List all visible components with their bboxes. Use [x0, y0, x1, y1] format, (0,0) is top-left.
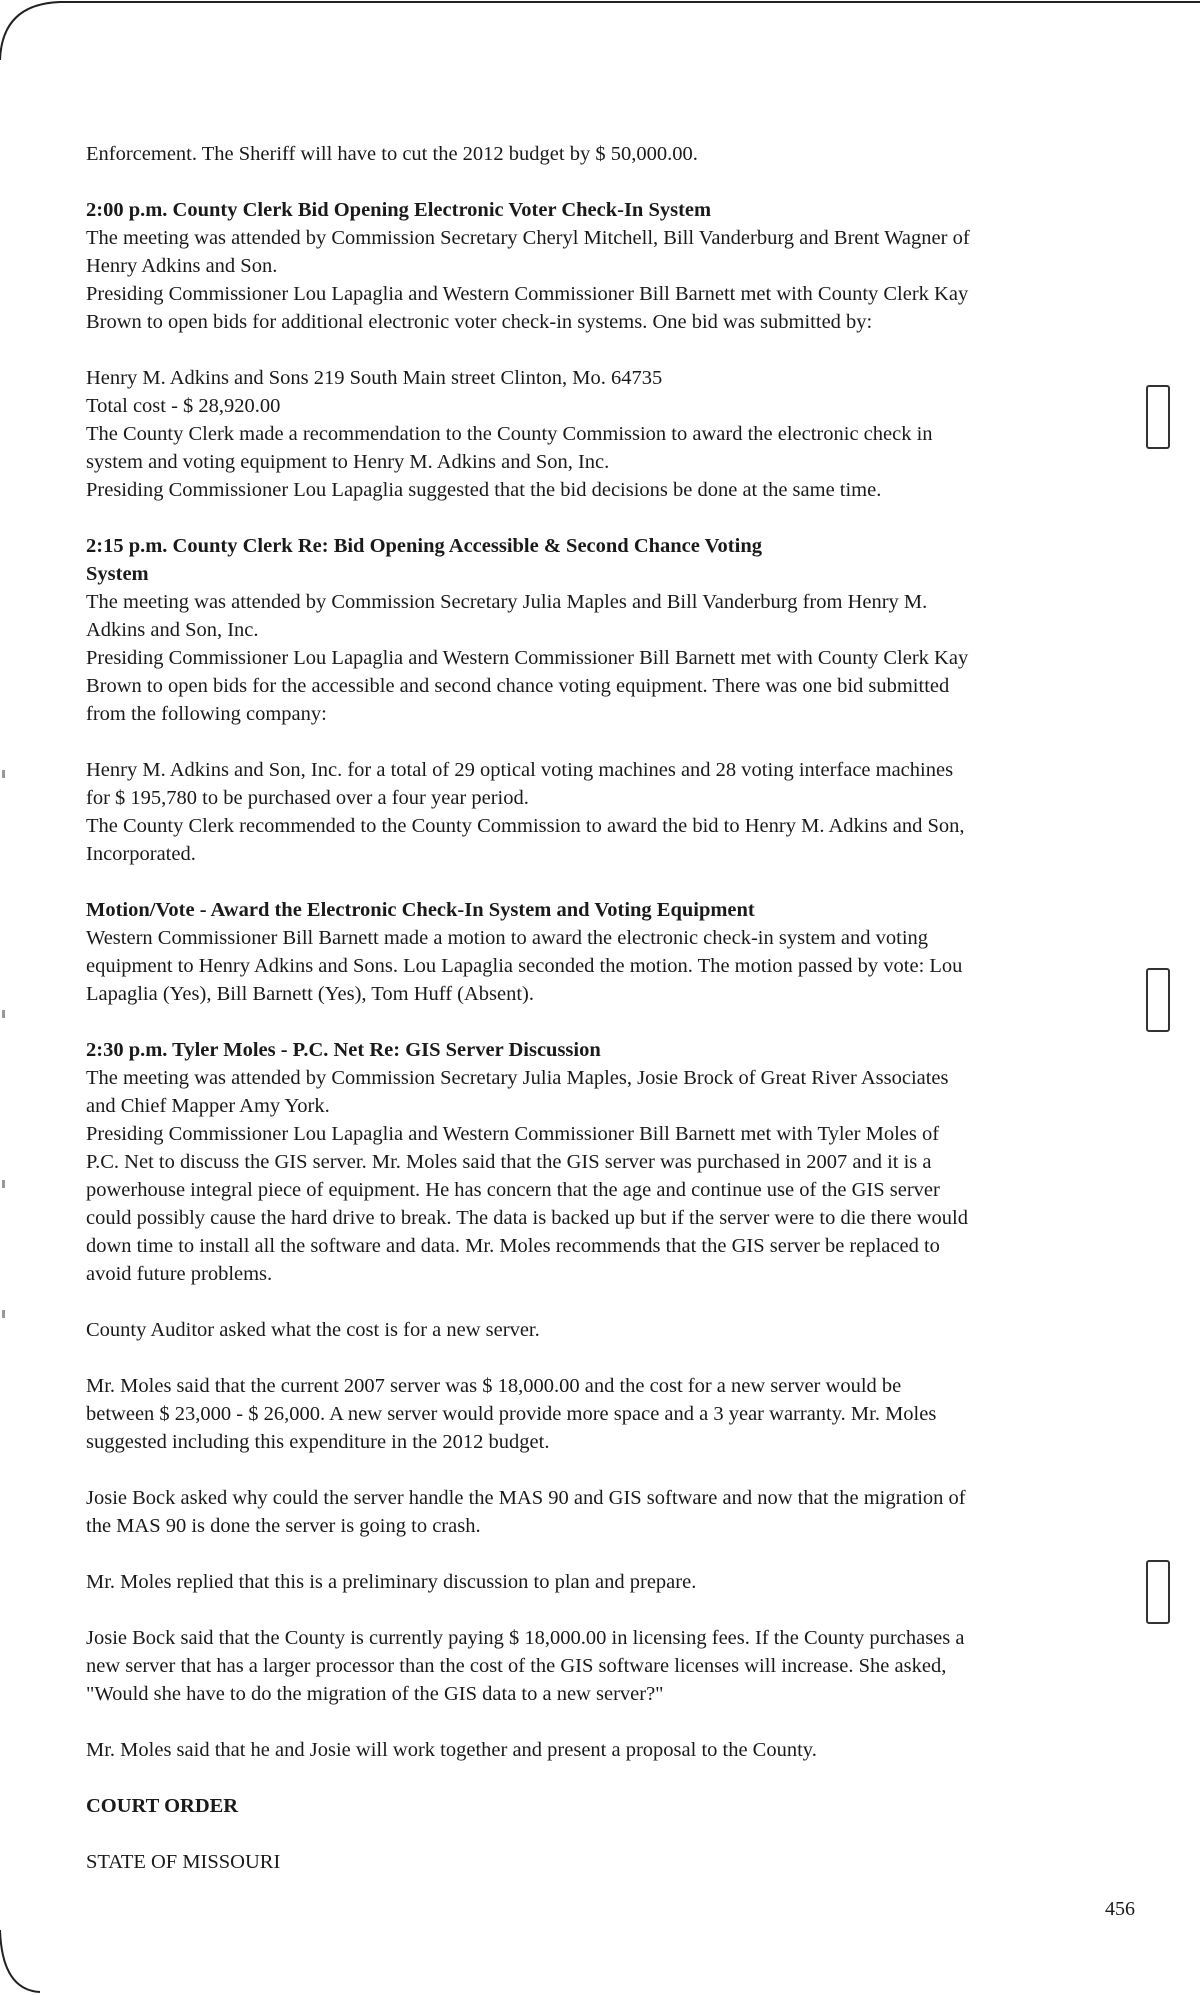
text-line: powerhouse integral piece of equipment. He has concern that the age and continue use of the GIS server — [86, 1179, 940, 1201]
section-heading: 2:15 p.m. County Clerk Re: Bid Opening Accessible & Second Chance Voting — [86, 535, 762, 557]
section-heading: Motion/Vote - Award the Electronic Check-In System and Voting Equipment — [86, 899, 755, 921]
text-line: The meeting was attended by Commission Secretary Julia Maples, Josie Brock of Great River Associates — [86, 1067, 949, 1089]
text-line: P.C. Net to discuss the GIS server. Mr. Moles said that the GIS server was purchased in 2007 and it is a — [86, 1151, 932, 1173]
text-line: Henry M. Adkins and Sons 219 South Main street Clinton, Mo. 64735 — [86, 367, 663, 389]
text-line: Brown to open bids for the accessible and second chance voting equipment. There was one bid submitted — [86, 675, 950, 697]
court-order-heading: COURT ORDER — [86, 1795, 239, 1817]
text-line: from the following company: — [86, 703, 327, 725]
binder-hole — [1146, 1560, 1170, 1624]
section-heading: System — [86, 563, 149, 585]
section-heading: 2:30 p.m. Tyler Moles - P.C. Net Re: GIS Server Discussion — [86, 1039, 601, 1061]
text-line: equipment to Henry Adkins and Sons. Lou Lapaglia seconded the motion. The motion passed by vote: Lou — [86, 955, 963, 977]
text-line: Adkins and Son, Inc. — [86, 619, 259, 641]
section-heading: 2:00 p.m. County Clerk Bid Opening Electronic Voter Check-In System — [86, 199, 712, 221]
text-line: Brown to open bids for additional electronic voter check-in systems. One bid was submitted by: — [86, 311, 873, 333]
text-line: for $ 195,780 to be purchased over a four year period. — [86, 787, 529, 809]
text-line: The County Clerk recommended to the County Commission to award the bid to Henry M. Adkins and Son, — [86, 815, 965, 837]
text-line: new server that has a larger processor than the cost of the GIS software licenses will increase. She asked, — [86, 1655, 947, 1677]
text-line: the MAS 90 is done the server is going to crash. — [86, 1515, 481, 1537]
margin-mark — [2, 1180, 5, 1188]
text-line: The meeting was attended by Commission Secretary Cheryl Mitchell, Bill Vanderburg and Brent Wagner of — [86, 227, 970, 249]
text-line: The County Clerk made a recommendation to the County Commission to award the electronic check in — [86, 423, 933, 445]
text-line: Lapaglia (Yes), Bill Barnett (Yes), Tom Huff (Absent). — [86, 983, 535, 1005]
text-line: Henry Adkins and Son. — [86, 255, 278, 277]
text-line: Josie Bock asked why could the server handle the MAS 90 and GIS software and now that the migration of — [86, 1487, 966, 1509]
text-line: Presiding Commissioner Lou Lapaglia and Western Commissioner Bill Barnett met with County Clerk Kay — [86, 283, 969, 305]
text-line: could possibly cause the hard drive to break. The data is backed up but if the server were to die there would — [86, 1207, 968, 1229]
text-line: between $ 23,000 - $ 26,000. A new server would provide more space and a 3 year warranty. Mr. Moles — [86, 1403, 937, 1425]
text-line: Mr. Moles said that he and Josie will work together and present a proposal to the County. — [86, 1739, 817, 1761]
margin-mark — [2, 1010, 5, 1018]
text-line: Total cost - $ 28,920.00 — [86, 395, 281, 417]
text-line: avoid future problems. — [86, 1263, 273, 1285]
margin-mark — [2, 1310, 5, 1318]
text-line: Presiding Commissioner Lou Lapaglia and Western Commissioner Bill Barnett met with Tyler Moles of — [86, 1123, 940, 1145]
text-line: Henry M. Adkins and Son, Inc. for a total of 29 optical voting machines and 28 voting interface machines — [86, 759, 954, 781]
text-line: Mr. Moles replied that this is a preliminary discussion to plan and prepare. — [86, 1571, 697, 1593]
text-line: Presiding Commissioner Lou Lapaglia suggested that the bid decisions be done at the same time. — [86, 479, 882, 501]
state-line: STATE OF MISSOURI — [86, 1851, 281, 1873]
binder-hole — [1146, 385, 1170, 449]
text-line: suggested including this expenditure in the 2012 budget. — [86, 1431, 550, 1453]
text-line: down time to install all the software and data. Mr. Moles recommends that the GIS server be replaced to — [86, 1235, 940, 1257]
text-line: County Auditor asked what the cost is for a new server. — [86, 1319, 540, 1341]
binder-hole — [1146, 968, 1170, 1032]
text-line: Incorporated. — [86, 843, 196, 865]
text-line: Enforcement. The Sheriff will have to cut the 2012 budget by $ 50,000.00. — [86, 143, 698, 165]
text-line: "Would she have to do the migration of the GIS data to a new server?" — [86, 1683, 664, 1705]
text-line: system and voting equipment to Henry M. Adkins and Son, Inc. — [86, 451, 610, 473]
text-line: The meeting was attended by Commission Secretary Julia Maples and Bill Vanderburg from Henry M. — [86, 591, 928, 613]
text-line: Josie Bock said that the County is currently paying $ 18,000.00 in licensing fees. If the County purchases a — [86, 1627, 965, 1649]
margin-mark — [2, 770, 5, 778]
text-line: Presiding Commissioner Lou Lapaglia and Western Commissioner Bill Barnett met with County Clerk Kay — [86, 647, 969, 669]
document-body — [86, 140, 1116, 1876]
text-line: Western Commissioner Bill Barnett made a motion to award the electronic check-in system and voting — [86, 927, 929, 949]
page-number: 456 — [1105, 1898, 1135, 1920]
text-line: Mr. Moles said that the current 2007 server was $ 18,000.00 and the cost for a new server would be — [86, 1375, 902, 1397]
text-line: and Chief Mapper Amy York. — [86, 1095, 330, 1117]
